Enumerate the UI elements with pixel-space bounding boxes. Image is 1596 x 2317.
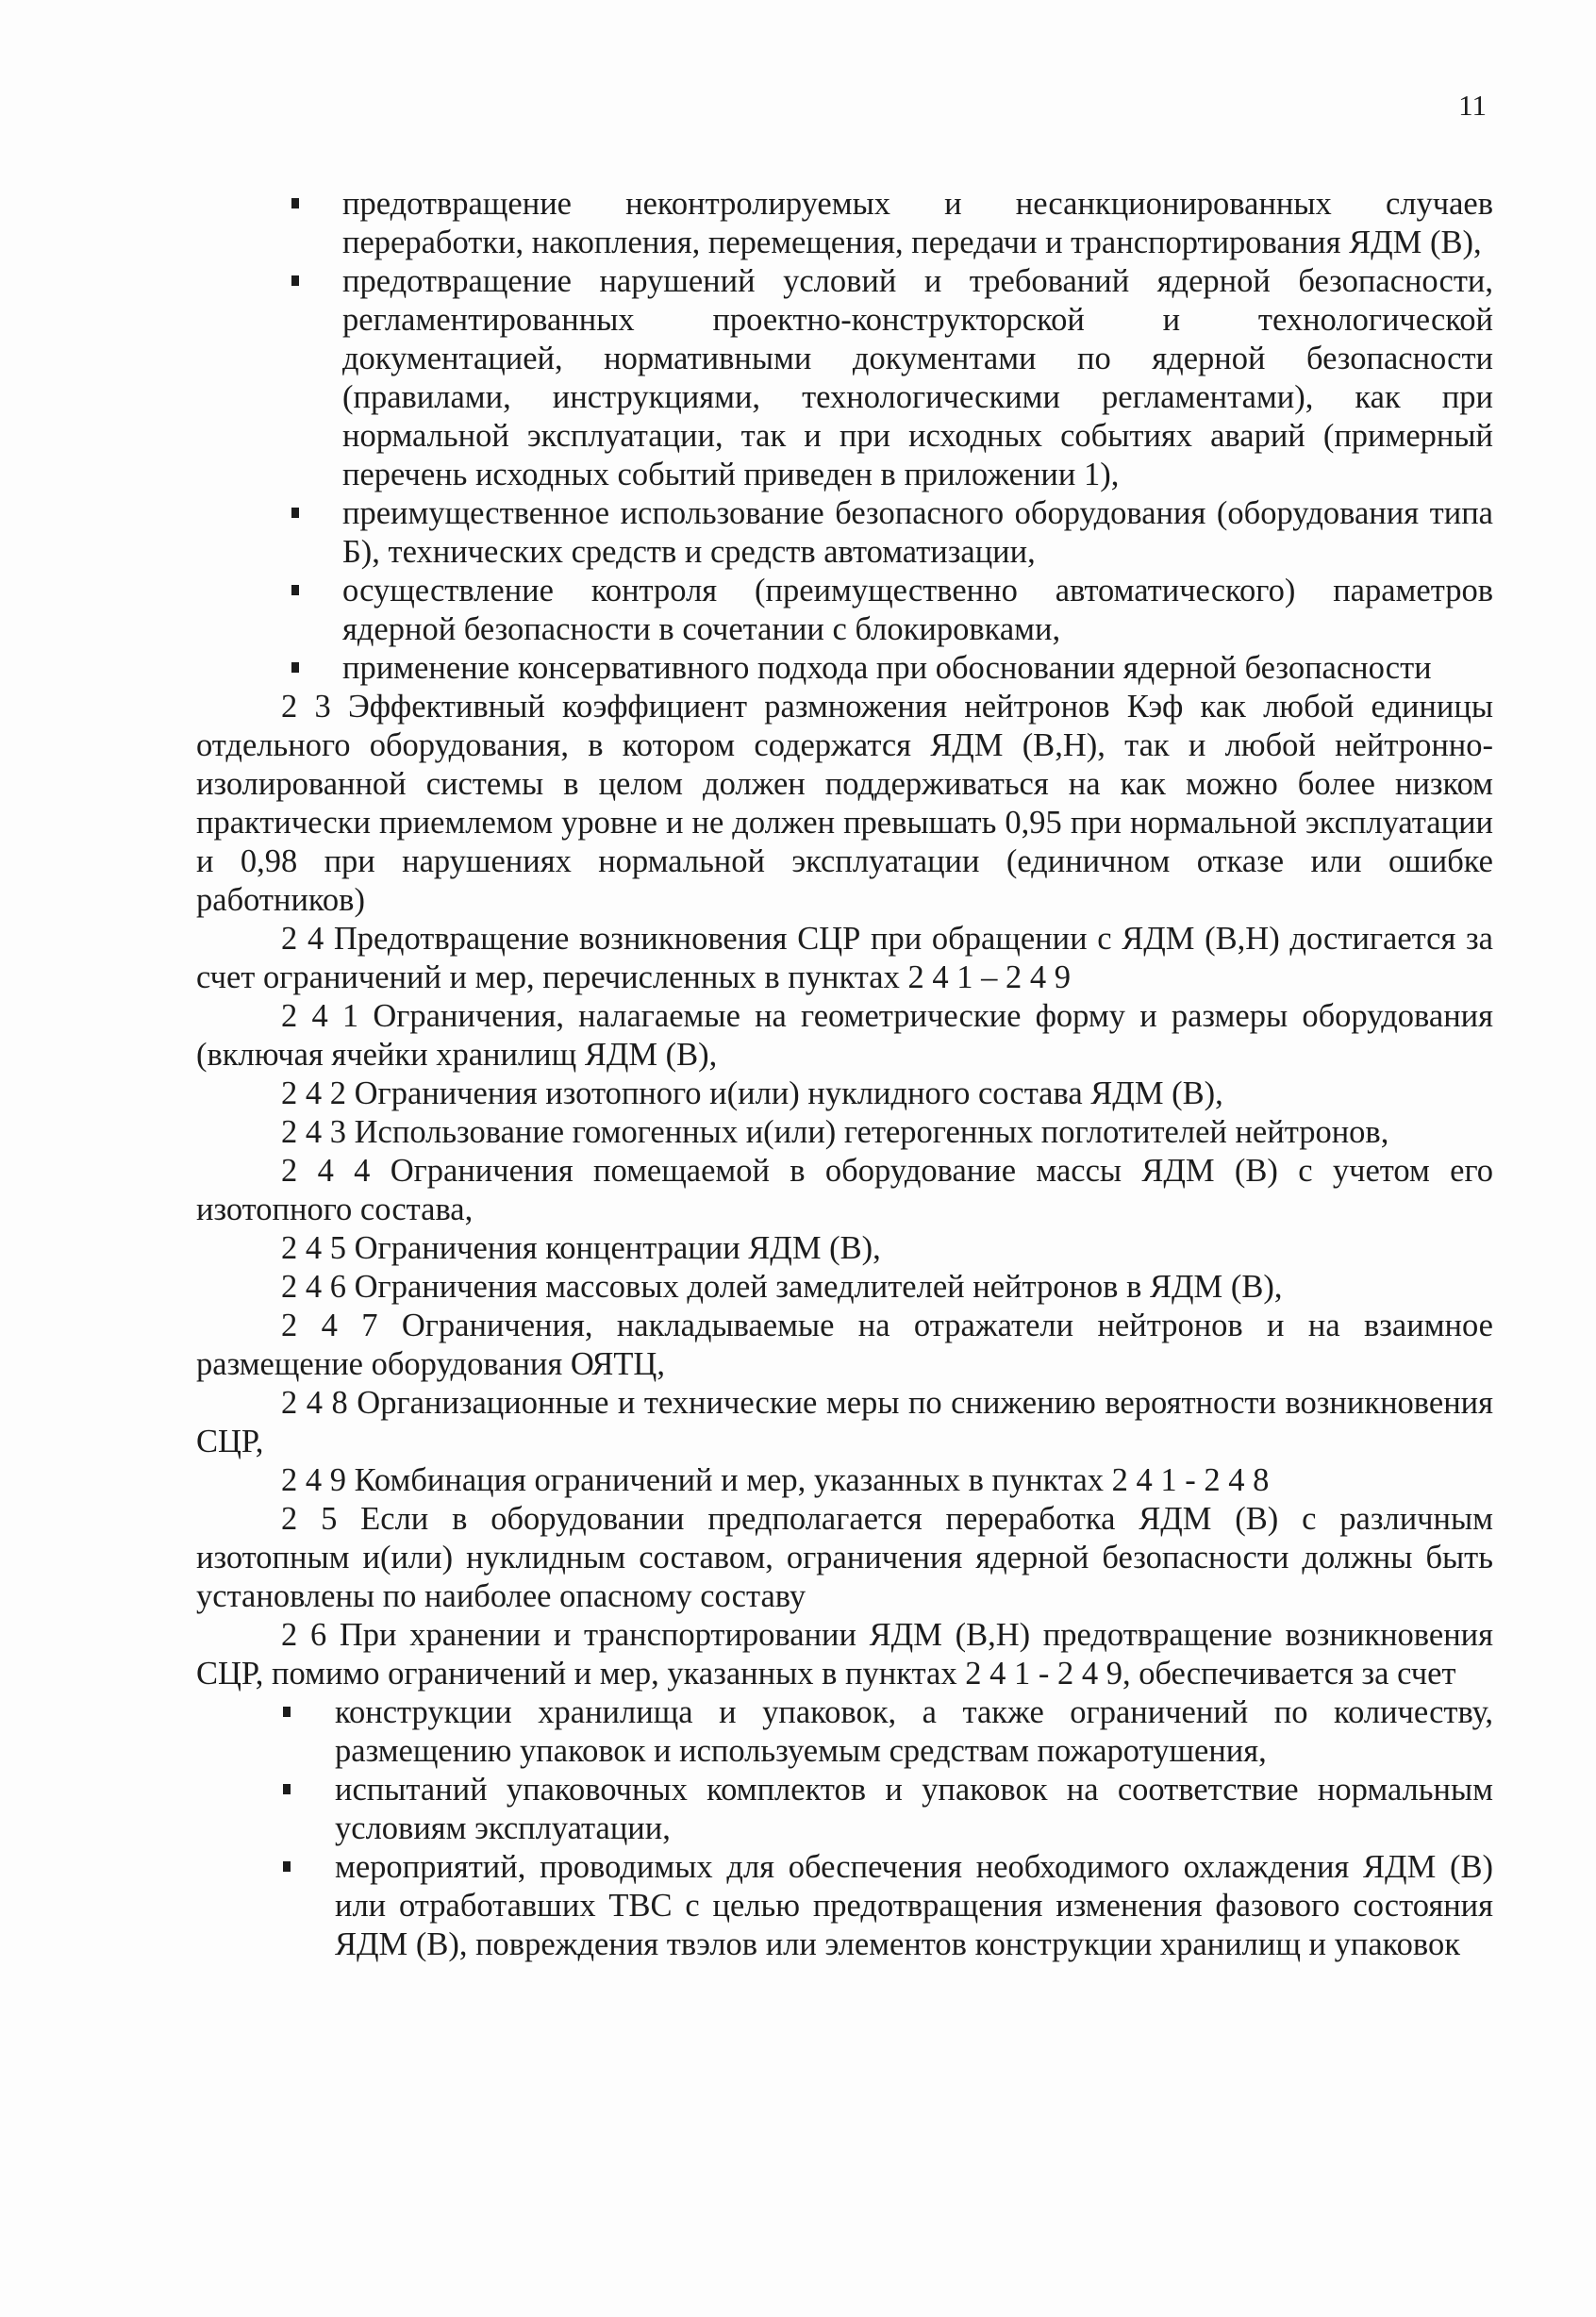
bullet-list-top — [196, 185, 1493, 688]
paragraph-2-4-7: 2 4 7 Ограничения, накладываемые на отражатели нейтронов и на взаимное размещение оборудования ОЯТЦ, — [196, 1308, 1493, 1382]
list-item-text: применение консервативного подхода при обосновании ядерной безопасности — [342, 650, 1432, 686]
paragraph-2-4-5: 2 4 5 Ограничения концентрации ЯДМ (В), — [281, 1230, 881, 1266]
page-number: 11 — [1458, 89, 1487, 122]
bullet-icon — [291, 508, 299, 518]
bullet-icon — [291, 198, 299, 208]
bullet-icon — [283, 1784, 291, 1794]
list-item — [196, 1693, 1493, 1771]
list-item-text: конструкции хранилища и упаковок, а также ограничений по количеству, размещению упаковок и используемым средствам пожаротушения, — [335, 1694, 1493, 1769]
paragraph-2-4: 2 4 Предотвращение возникновения СЦР при обращении с ЯДМ (В,Н) достигается за счет ограничений и мер, перечисленных в пунктах 2 4 1 – 2 4 9 — [196, 921, 1493, 995]
paragraph-2-5: 2 5 Если в оборудовании предполагается переработка ЯДМ (В) с различным изотопным и(или) нуклидным составом, ограничения ядерной безопасности должны быть установлены по наиболее опасному составу — [196, 1501, 1493, 1614]
paragraph-2-4-3: 2 4 3 Использование гомогенных и(или) гетерогенных поглотителей нейтронов, — [281, 1114, 1389, 1150]
bullet-icon — [291, 585, 299, 595]
paragraph-2-3: 2 3 Эффективный коэффициент размножения нейтронов Кэф как любой единицы отдельного оборудования, в котором содержатся ЯДМ (В,Н), так и любой нейтронно-изолированной системы в целом должен поддерживаться на как можно более низком практически приемлемом уровне и не должен превышать 0,95 при нормальной эксплуатации и 0,98 при нарушениях нормальной эксплуатации (единичном отказе или ошибке работников) — [196, 689, 1493, 918]
list-item-text: преимущественное использование безопасного оборудования (оборудования типа Б), технических средств и средств автоматизации, — [342, 495, 1493, 570]
bullet-icon — [291, 275, 299, 286]
bullet-icon — [283, 1861, 291, 1872]
list-item-text: осуществление контроля (преимущественно автоматического) параметров ядерной безопасности в сочетании с блокировками, — [342, 573, 1493, 647]
list-item — [196, 262, 1493, 494]
document-body — [196, 185, 1493, 1964]
list-item-text: предотвращение нарушений условий и требований ядерной безопасности, регламентированных проектно-конструкторской и технологической документацией, нормативными документами по ядерной безопасности (правилами, инструкциями, технологическими регламентами), как при нормальной эксплуатации, так и при исходных событиях аварий (примерный перечень исходных событий приведен в приложении 1), — [342, 263, 1493, 492]
paragraph-2-4-6: 2 4 6 Ограничения массовых долей замедлителей нейтронов в ЯДМ (В), — [281, 1269, 1283, 1305]
list-item — [196, 1848, 1493, 1964]
bullet-icon — [283, 1707, 291, 1717]
paragraph-2-4-1: 2 4 1 Ограничения, налагаемые на геометрические форму и размеры оборудования (включая ячейки хранилищ ЯДМ (В), — [196, 998, 1493, 1073]
paragraph-2-4-9: 2 4 9 Комбинация ограничений и мер, указанных в пунктах 2 4 1 - 2 4 8 — [281, 1462, 1270, 1498]
paragraph-2-4-2: 2 4 2 Ограничения изотопного и(или) нуклидного состава ЯДМ (В), — [281, 1075, 1223, 1111]
list-item — [196, 1771, 1493, 1848]
bullet-list-bottom — [196, 1693, 1493, 1964]
list-item — [196, 572, 1493, 649]
list-item — [196, 494, 1493, 572]
list-item-text: мероприятий, проводимых для обеспечения необходимого охлаждения ЯДМ (В) или отработавших ТВС с целью предотвращения изменения фазового состояния ЯДМ (В), повреждения твэлов или элементов конструкции хранилищ и упаковок — [335, 1849, 1493, 1962]
list-item-text: испытаний упаковочных комплектов и упаковок на соответствие нормальным условиям эксплуатации, — [335, 1772, 1493, 1846]
list-item — [196, 649, 1493, 688]
paragraph-2-6: 2 6 При хранении и транспортировании ЯДМ (В,Н) предотвращение возникновения СЦР, помимо ограничений и мер, указанных в пунктах 2 4 1 - 2 4 9, обеспечивается за счет — [196, 1617, 1493, 1692]
paragraph-2-4-8: 2 4 8 Организационные и технические меры по снижению вероятности возникновения СЦР, — [196, 1385, 1493, 1459]
list-item-text: предотвращение неконтролируемых и несанкционированных случаев переработки, накопления, перемещения, передачи и транспортирования ЯДМ (В), — [342, 186, 1493, 260]
paragraph-2-4-4: 2 4 4 Ограничения помещаемой в оборудование массы ЯДМ (В) с учетом его изотопного состава, — [196, 1153, 1493, 1227]
bullet-icon — [291, 662, 299, 673]
list-item — [196, 185, 1493, 262]
